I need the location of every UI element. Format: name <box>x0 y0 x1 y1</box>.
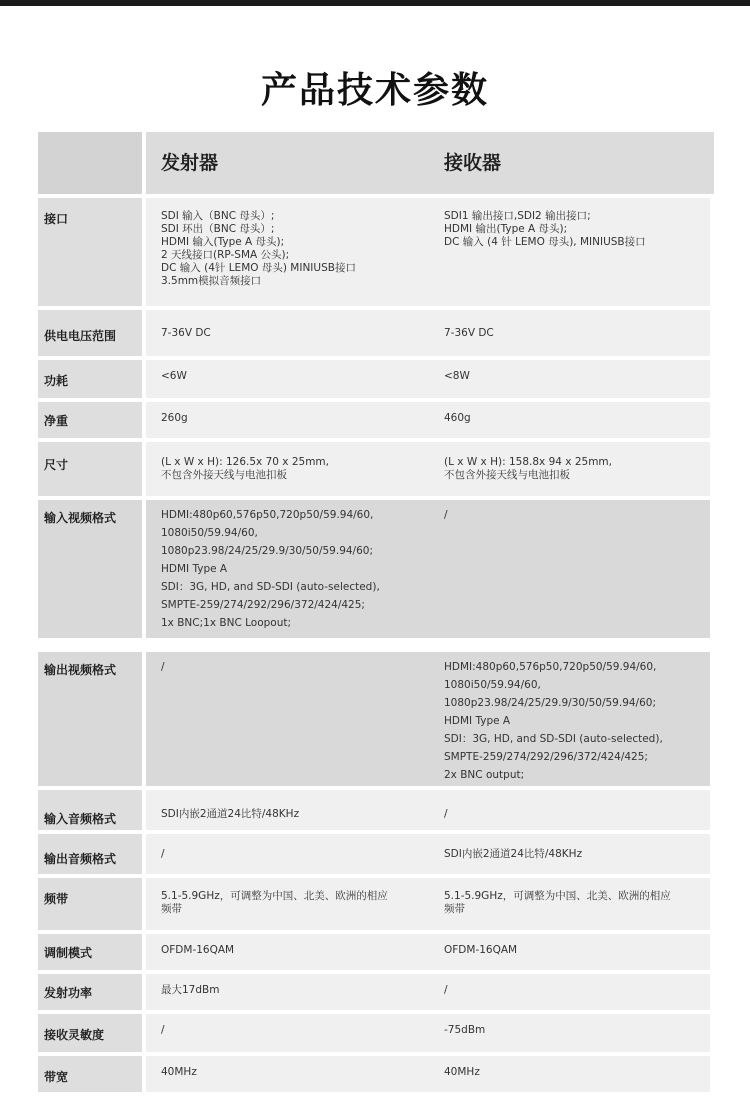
transmitter-value: 5.1-5.9GHz，可调整为中国、北美、欧洲的相应 频带 <box>142 878 429 930</box>
receiver-value: (L x W x H): 158.8x 94 x 25mm, 不包含外接天线与电池扣板 <box>429 442 710 496</box>
transmitter-value: SDI内嵌2通道24比特/48KHz <box>142 790 429 830</box>
transmitter-value: / <box>142 834 429 874</box>
row-label: 供电电压范围 <box>38 310 142 356</box>
transmitter-value: (L x W x H): 126.5x 70 x 25mm, 不包含外接天线与电池扣板 <box>142 442 429 496</box>
receiver-value: HDMI:480p60,576p50,720p50/59.94/60, 1080i50/59.94/60, 1080p23.98/24/25/29.9/30/50/59.94/60; HDMI Type A SDI：3G, HD, and SD-SDI (auto-selected), SMPTE-259/274/292/296/372/424/425; 2x BNC output; <box>429 652 710 786</box>
receiver-value: 7-36V DC <box>429 310 710 356</box>
receiver-value: -75dBm <box>429 1014 710 1052</box>
table-header-row <box>38 132 714 198</box>
page-title: 产品技术参数 <box>260 70 489 111</box>
transmitter-value: OFDM-16QAM <box>142 934 429 970</box>
transmitter-value: / <box>142 1014 429 1052</box>
top-bar <box>0 0 750 6</box>
transmitter-value: <6W <box>142 360 429 398</box>
receiver-value: 460g <box>429 402 710 438</box>
receiver-value: / <box>429 500 710 638</box>
transmitter-value: / <box>142 652 429 786</box>
row-label: 尺寸 <box>38 442 142 496</box>
row-label: 输出音频格式 <box>38 834 142 874</box>
table-row <box>38 934 714 974</box>
row-label: 功耗 <box>38 360 142 398</box>
table-row <box>38 500 714 642</box>
header-label-cell <box>38 132 142 194</box>
row-label: 输出视频格式 <box>38 652 142 786</box>
row-label: 接收灵敏度 <box>38 1014 142 1052</box>
transmitter-value: HDMI:480p60,576p50,720p50/59.94/60, 1080i50/59.94/60, 1080p23.98/24/25/29.9/30/50/59.94/60; HDMI Type A SDI：3G, HD, and SD-SDI (auto-selected), SMPTE-259/274/292/296/372/424/425; 1x BNC;1x BNC Loopout; <box>142 500 429 638</box>
receiver-value: SDI内嵌2通道24比特/48KHz <box>429 834 710 874</box>
header-receiver: 接收器 <box>429 132 710 194</box>
row-label: 发射功率 <box>38 974 142 1010</box>
row-label: 输入视频格式 <box>38 500 142 638</box>
table-row <box>38 442 714 500</box>
receiver-value: <8W <box>429 360 710 398</box>
receiver-value: SDI1 输出接口,SDI2 输出接口; HDMI 输出(Type A 母头); DC 输入 (4 针 LEMO 母头), MINIUSB接口 <box>429 198 710 306</box>
transmitter-value: 40MHz <box>142 1056 429 1092</box>
table-row <box>38 310 714 360</box>
table-row <box>38 652 714 790</box>
transmitter-value: 最大17dBm <box>142 974 429 1010</box>
table-row <box>38 360 714 402</box>
row-label: 净重 <box>38 402 142 438</box>
row-label: 调制模式 <box>38 934 142 970</box>
row-label: 接口 <box>38 198 142 306</box>
row-label: 带宽 <box>38 1056 142 1092</box>
section-gap <box>38 642 714 652</box>
row-label: 频带 <box>38 878 142 930</box>
table-row <box>38 1014 714 1056</box>
transmitter-value: 260g <box>142 402 429 438</box>
table-row <box>38 878 714 934</box>
table-row <box>38 1056 714 1096</box>
receiver-value: 5.1-5.9GHz，可调整为中国、北美、欧洲的相应 频带 <box>429 878 710 930</box>
receiver-value: / <box>429 790 710 830</box>
table-row <box>38 834 714 878</box>
receiver-value: / <box>429 974 710 1010</box>
receiver-value: OFDM-16QAM <box>429 934 710 970</box>
transmitter-value: SDI 输入（BNC 母头）; SDI 环出（BNC 母头）; HDMI 输入(Type A 母头); 2 天线接口(RP-SMA 公头); DC 输入 (4针 LEMO 母头) MINIUSB接口 3.5mm模拟音频接口 <box>142 198 429 306</box>
transmitter-value: 7-36V DC <box>142 310 429 356</box>
header-transmitter: 发射器 <box>142 132 429 194</box>
row-label: 输入音频格式 <box>38 790 142 830</box>
spec-table <box>38 132 714 1096</box>
table-row <box>38 198 714 310</box>
table-row <box>38 402 714 442</box>
receiver-value: 40MHz <box>429 1056 710 1092</box>
table-row <box>38 974 714 1014</box>
table-row <box>38 790 714 834</box>
